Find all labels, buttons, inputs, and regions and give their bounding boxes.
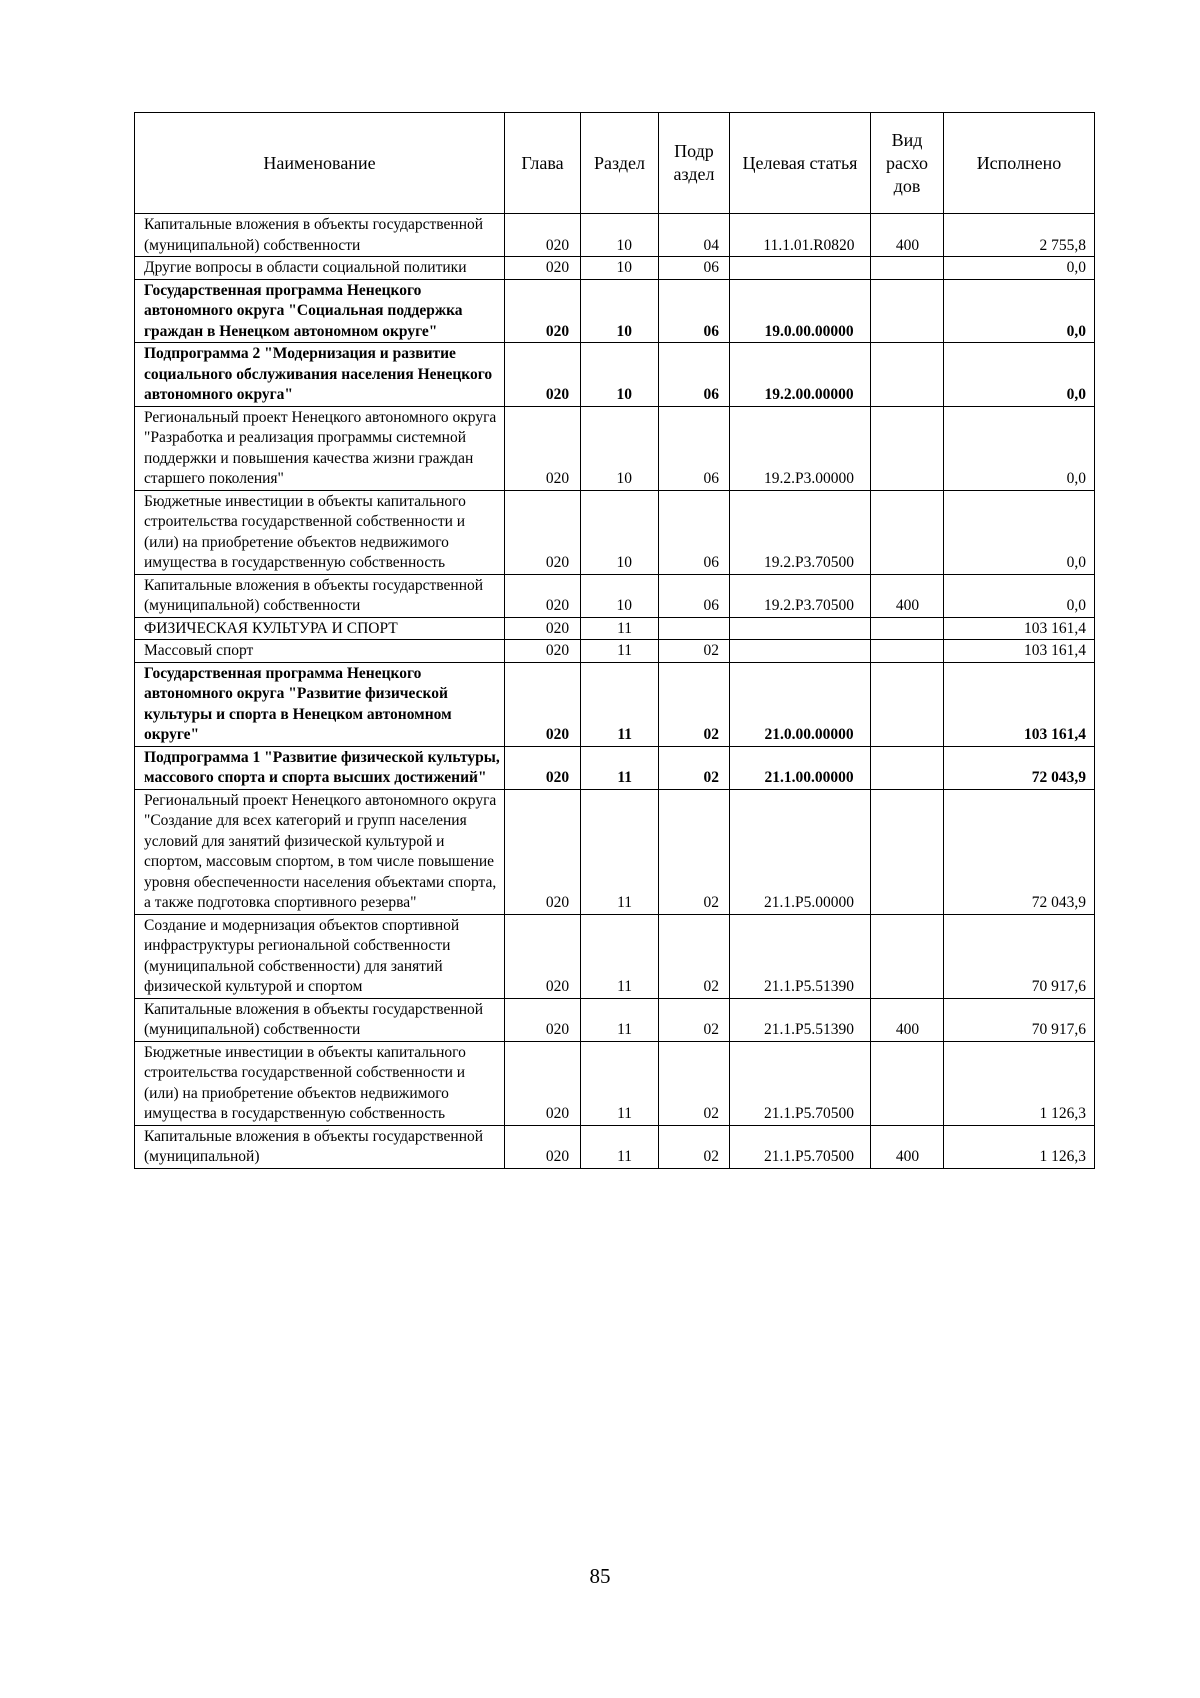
table-row <box>135 279 1095 343</box>
cell-section: 10 <box>581 574 659 617</box>
cell-chapter: 020 <box>505 490 581 574</box>
cell-chapter: 020 <box>505 279 581 343</box>
cell-section: 10 <box>581 279 659 343</box>
table-row <box>135 1041 1095 1125</box>
cell-target: 21.1.P5.51390 <box>730 998 871 1041</box>
table-row <box>135 746 1095 789</box>
table-row <box>135 490 1095 574</box>
cell-section: 11 <box>581 914 659 998</box>
cell-chapter: 020 <box>505 789 581 914</box>
table-row <box>135 617 1095 640</box>
table-row <box>135 640 1095 663</box>
cell-executed: 0,0 <box>944 279 1095 343</box>
cell-executed: 1 126,3 <box>944 1041 1095 1125</box>
cell-expense-type <box>871 640 944 663</box>
cell-expense-type <box>871 746 944 789</box>
cell-subsection: 02 <box>659 998 730 1041</box>
table-row <box>135 1125 1095 1168</box>
cell-section: 11 <box>581 1041 659 1125</box>
cell-name: Капитальные вложения в объекты государственной (муниципальной) собственности <box>135 998 505 1041</box>
cell-executed: 0,0 <box>944 406 1095 490</box>
cell-expense-type <box>871 343 944 407</box>
cell-subsection: 02 <box>659 746 730 789</box>
cell-expense-type: 400 <box>871 574 944 617</box>
cell-name: Подпрограмма 2 "Модернизация и развитие социального обслуживания населения Ненецкого автономного округа" <box>135 343 505 407</box>
cell-subsection: 02 <box>659 789 730 914</box>
cell-name: Массовый спорт <box>135 640 505 663</box>
cell-executed: 0,0 <box>944 257 1095 280</box>
table-header <box>135 113 1095 214</box>
cell-name: Бюджетные инвестиции в объекты капитального строительства государственной собственности и (или) на приобретение объектов недвижимого имущества в государственную собственность <box>135 1041 505 1125</box>
cell-subsection: 06 <box>659 406 730 490</box>
cell-executed: 103 161,4 <box>944 662 1095 746</box>
cell-section: 11 <box>581 998 659 1041</box>
cell-section: 10 <box>581 406 659 490</box>
cell-expense-type: 400 <box>871 1125 944 1168</box>
cell-chapter: 020 <box>505 214 581 257</box>
cell-name: Создание и модернизация объектов спортивной инфраструктуры региональной собственности (муниципальной собственности) для занятий физической культурой и спортом <box>135 914 505 998</box>
cell-chapter: 020 <box>505 746 581 789</box>
table-body <box>135 214 1095 1169</box>
cell-target: 21.1.P5.00000 <box>730 789 871 914</box>
header-name: Наименование <box>135 113 505 214</box>
cell-name: Государственная программа Ненецкого автономного округа "Социальная поддержка граждан в Ненецком автономном округе" <box>135 279 505 343</box>
table-row <box>135 214 1095 257</box>
cell-target: 19.2.P3.70500 <box>730 574 871 617</box>
cell-name: ФИЗИЧЕСКАЯ КУЛЬТУРА И СПОРТ <box>135 617 505 640</box>
cell-executed: 0,0 <box>944 490 1095 574</box>
cell-target: 19.2.P3.00000 <box>730 406 871 490</box>
table-row <box>135 343 1095 407</box>
cell-name: Капитальные вложения в объекты государственной (муниципальной) <box>135 1125 505 1168</box>
cell-expense-type <box>871 914 944 998</box>
cell-subsection: 02 <box>659 662 730 746</box>
cell-chapter: 020 <box>505 640 581 663</box>
header-row <box>135 113 1095 214</box>
cell-subsection: 02 <box>659 640 730 663</box>
cell-subsection: 04 <box>659 214 730 257</box>
cell-subsection: 02 <box>659 1041 730 1125</box>
cell-executed: 0,0 <box>944 343 1095 407</box>
cell-chapter: 020 <box>505 343 581 407</box>
cell-section: 11 <box>581 640 659 663</box>
cell-target: 19.2.P3.70500 <box>730 490 871 574</box>
cell-name: Капитальные вложения в объекты государственной (муниципальной) собственности <box>135 214 505 257</box>
cell-executed: 0,0 <box>944 574 1095 617</box>
header-expense-type: Вид расхо дов <box>871 113 944 214</box>
cell-chapter: 020 <box>505 257 581 280</box>
header-executed: Исполнено <box>944 113 1095 214</box>
cell-target: 11.1.01.R0820 <box>730 214 871 257</box>
cell-target: 19.0.00.00000 <box>730 279 871 343</box>
header-chapter: Глава <box>505 113 581 214</box>
cell-target: 21.1.00.00000 <box>730 746 871 789</box>
cell-name: Региональный проект Ненецкого автономного округа "Разработка и реализация программы системной поддержки и повышения качества жизни граждан старшего поколения" <box>135 406 505 490</box>
cell-target <box>730 640 871 663</box>
cell-subsection: 06 <box>659 574 730 617</box>
table-row <box>135 257 1095 280</box>
cell-chapter: 020 <box>505 617 581 640</box>
cell-subsection: 06 <box>659 257 730 280</box>
cell-subsection: 06 <box>659 343 730 407</box>
cell-chapter: 020 <box>505 1125 581 1168</box>
cell-section: 11 <box>581 662 659 746</box>
cell-target <box>730 257 871 280</box>
cell-name: Региональный проект Ненецкого автономного округа "Создание для всех категорий и групп населения условий для занятий физической культурой и спортом, массовым спортом, в том числе повышение уровня обеспеченности населения объектами спорта, а также подготовка спортивного резерва" <box>135 789 505 914</box>
budget-table <box>134 112 1095 1169</box>
page-number: 85 <box>589 1564 611 1588</box>
cell-target: 21.0.00.00000 <box>730 662 871 746</box>
header-subsection: Подр аздел <box>659 113 730 214</box>
cell-expense-type <box>871 789 944 914</box>
cell-expense-type <box>871 406 944 490</box>
cell-name: Капитальные вложения в объекты государственной (муниципальной) собственности <box>135 574 505 617</box>
cell-section: 11 <box>581 789 659 914</box>
header-section: Раздел <box>581 113 659 214</box>
cell-expense-type: 400 <box>871 214 944 257</box>
cell-section: 11 <box>581 1125 659 1168</box>
cell-target: 21.1.P5.70500 <box>730 1041 871 1125</box>
cell-section: 10 <box>581 490 659 574</box>
cell-chapter: 020 <box>505 574 581 617</box>
cell-name: Другие вопросы в области социальной политики <box>135 257 505 280</box>
table-row <box>135 574 1095 617</box>
cell-chapter: 020 <box>505 914 581 998</box>
cell-section: 11 <box>581 746 659 789</box>
table-row <box>135 998 1095 1041</box>
cell-executed: 103 161,4 <box>944 617 1095 640</box>
cell-target: 21.1.P5.70500 <box>730 1125 871 1168</box>
cell-chapter: 020 <box>505 406 581 490</box>
cell-expense-type <box>871 1041 944 1125</box>
cell-executed: 72 043,9 <box>944 746 1095 789</box>
cell-chapter: 020 <box>505 1041 581 1125</box>
cell-target <box>730 617 871 640</box>
cell-section: 10 <box>581 214 659 257</box>
cell-section: 10 <box>581 257 659 280</box>
table-row <box>135 789 1095 914</box>
cell-subsection: 02 <box>659 914 730 998</box>
cell-executed: 72 043,9 <box>944 789 1095 914</box>
cell-executed: 70 917,6 <box>944 998 1095 1041</box>
cell-section: 10 <box>581 343 659 407</box>
cell-expense-type <box>871 617 944 640</box>
header-target: Целевая статья <box>730 113 871 214</box>
cell-name: Бюджетные инвестиции в объекты капитального строительства государственной собственности и (или) на приобретение объектов недвижимого имущества в государственную собственность <box>135 490 505 574</box>
cell-expense-type <box>871 279 944 343</box>
cell-section: 11 <box>581 617 659 640</box>
cell-expense-type <box>871 257 944 280</box>
cell-executed: 2 755,8 <box>944 214 1095 257</box>
cell-executed: 103 161,4 <box>944 640 1095 663</box>
cell-subsection: 06 <box>659 279 730 343</box>
cell-expense-type: 400 <box>871 998 944 1041</box>
cell-target: 19.2.00.00000 <box>730 343 871 407</box>
cell-chapter: 020 <box>505 662 581 746</box>
cell-executed: 1 126,3 <box>944 1125 1095 1168</box>
cell-subsection: 06 <box>659 490 730 574</box>
cell-expense-type <box>871 662 944 746</box>
cell-subsection: 02 <box>659 1125 730 1168</box>
table-row <box>135 406 1095 490</box>
table-row <box>135 914 1095 998</box>
cell-target: 21.1.P5.51390 <box>730 914 871 998</box>
table-row <box>135 662 1095 746</box>
cell-name: Подпрограмма 1 "Развитие физической культуры, массового спорта и спорта высших достижений" <box>135 746 505 789</box>
cell-subsection <box>659 617 730 640</box>
cell-expense-type <box>871 490 944 574</box>
cell-chapter: 020 <box>505 998 581 1041</box>
cell-executed: 70 917,6 <box>944 914 1095 998</box>
cell-name: Государственная программа Ненецкого автономного округа "Развитие физической культуры и спорта в Ненецком автономном округе" <box>135 662 505 746</box>
